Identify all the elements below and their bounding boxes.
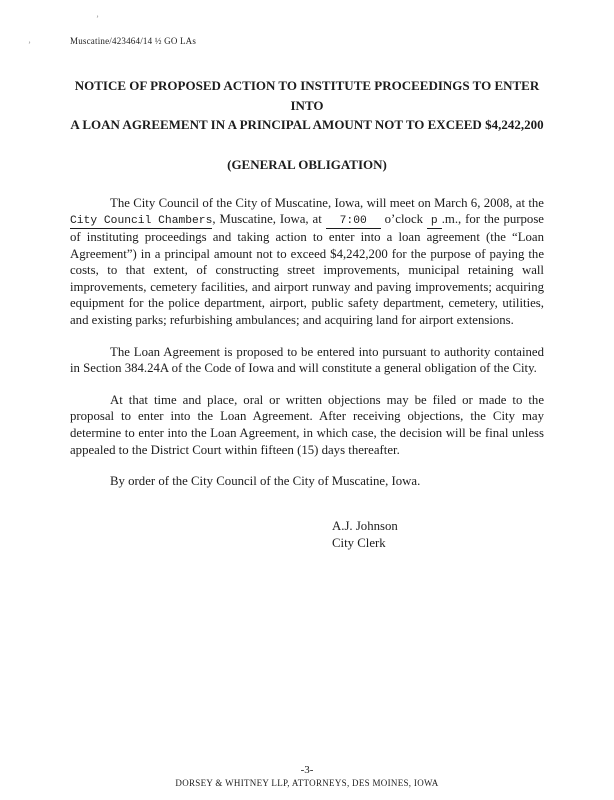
typed-fill-location: City Council Chambers [70,215,213,228]
paragraph-authority: The Loan Agreement is proposed to be entered into pursuant to authority contained in Section 384.24A of the Code of Iowa and will constitute a general obligation of the City. [70,344,544,376]
paragraph-by-order: By order of the City Council of the City of Muscatine, Iowa. [110,474,421,489]
page-number: -3- [300,764,314,776]
paragraph-1-text-2: , Muscatine, Iowa, at [212,212,326,227]
typed-fill-time: 7:00 [326,215,381,229]
scan-artifact: ’ [96,14,99,24]
law-firm-line: DORSEY & WHITNEY LLP, ATTORNEYS, DES MOINES, IOWA [175,778,439,788]
signature-title: City Clerk [332,535,386,550]
paragraph-1-text-1: The City Council of the City of Muscatine, Iowa, will meet on March 6, 2008, at the [110,195,544,210]
notice-title [70,76,544,135]
paragraph-1-text-3: o’clock [380,212,427,227]
typed-fill-meridiem: p [427,215,442,229]
paragraph-1-text-4: .m., for the purpose of instituting proceedings and taking action to enter into a loan agreement (the “Loan Agreement”) in a principal amount not to exceed $4,242,200 for the purpose of paying the costs, to that extent, of constructing street improvements, municipal retaining wall improvements, cemetery facilities, and airport runway and paving improvements; acquiring equipment for the police department, airport, public safety department, cemetery, utilities, and existing parks; refurbishing ambulances; and acquiring land for airport extensions. [70,212,544,328]
page-footer [0,764,614,788]
signature-block [332,518,544,552]
notice-title-line-2: A LOAN AGREEMENT IN A PRINCIPAL AMOUNT NOT TO EXCEED $4,242,200 [70,117,544,132]
document-reference: Muscatine/423464/14 ½ GO LAs [70,36,197,46]
paragraph-objections: At that time and place, oral or written objections may be filed or made to the proposal to enter into the Loan Agreement. After receiving objections, the City may determine to enter into the Loan Agreement, in which case, the decision will be final unless appealed to the District Court within fifteen (15) days thereafter. [70,392,544,457]
notice-title-line-1: NOTICE OF PROPOSED ACTION TO INSTITUTE PROCEEDINGS TO ENTER INTO [74,78,540,113]
scan-artifact: ’ [28,40,31,50]
notice-subtitle: (GENERAL OBLIGATION) [227,156,387,172]
paragraph-meeting-details [70,195,544,329]
signature-name: A.J. Johnson [332,518,398,533]
